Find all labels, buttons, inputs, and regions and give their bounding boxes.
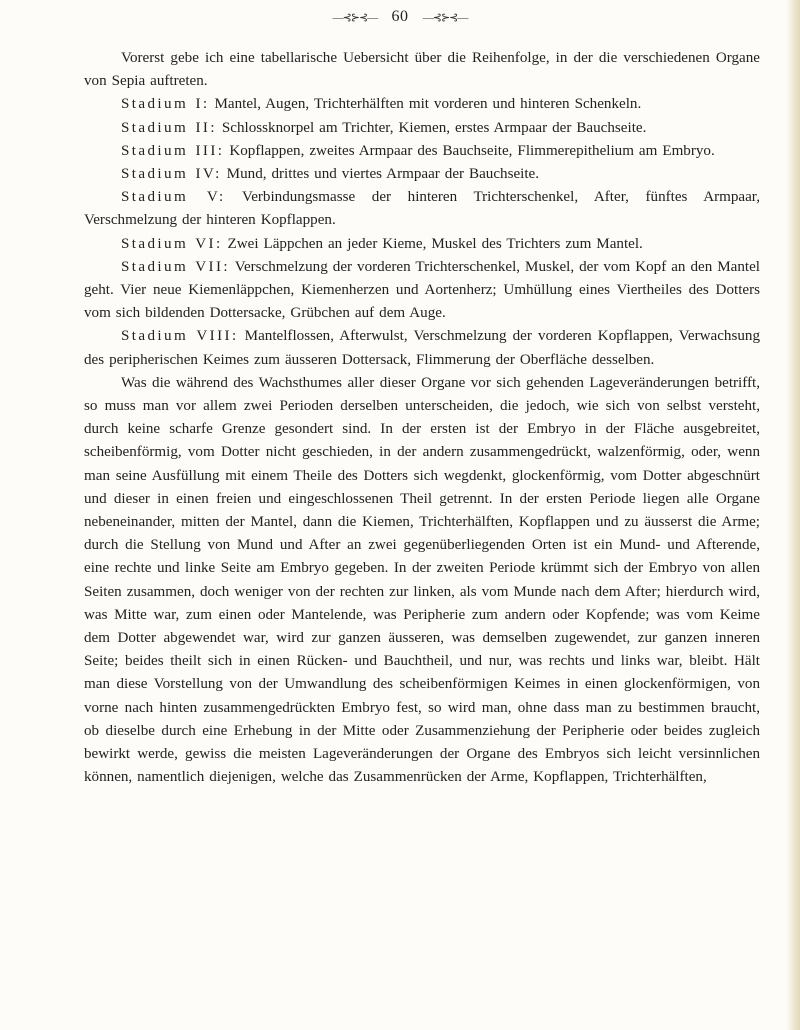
page-header — [0, 8, 800, 26]
paragraph-stadium-8 — [84, 325, 760, 371]
page-number: 60 — [391, 8, 409, 25]
paragraph-text: Was die während des Wachsthumes aller dieser Organe vor sich gehenden Lageveränderungen betrifft, so muss man vor allem zwei Perioden derselben unterscheiden, die jedoch, wie sich von selbst versteht, durch keine scharfe Grenze gesondert sind. In der ersten ist der Embryo in der Fläche ausgebreitet, scheibenförmig, vom Dotter nicht geschieden, in der andern zusammengedrückt, walzenförmig, oder, wenn man seine Ausfüllung mit einem Theile des Dotters sich wegdenkt, glockenförmig, vom Dotter abgeschnürt und dieser in einen freien und eingeschlossenen Theil getrennt. In der ersten Periode liegen alle Organe nebeneinander, mitten der Mantel, dann die Kiemen, Trichterhälften, Kopflappen und zu äusserst die Arme; durch die Stellung von Mund und After an zwei gegenüberliegenden Orten ist ein Mund- und Afterende, eine rechte und linke Seite am Embryo gegeben. In der zweiten Periode krümmt sich der Embryo von allen Seiten zusammen, doch weniger von der rechten zur linken, als vom Munde nach dem After; hierdurch wird, was Mitte war, zum einen oder Mantelende, was Peripherie zum andern oder Kopfende; was vom Keime dem Dotter abgewendet war, wird zur ganzen äusseren, was demselben zugewendet, zur ganzen inneren Seite; beides theilt sich in einen Rücken- und Bauchtheil, und nur, was rechts und links war, bleibt. Hält man diese Vorstellung von der Umwandlung des scheibenförmigen Keimes in einen glockenförmigen, von vorne nach hinten zusammengedrückten Embryo fest, so wird man, ohne dass man zu bestimmen braucht, ob dieselbe durch eine Erhebung in der Mitte oder Zusammenziehung der Peripherie oder beides zugleich bewirkt werde, gewiss die meisten Lageveränderungen der Organe des Embryos sich leicht versinnlichen können, namentlich diejenigen, welche das Zusammenrücken der Arme, Kopflappen, Trichterhälften, — [84, 374, 760, 786]
paragraph-stadium-5 — [84, 186, 760, 232]
paragraph-text: Mantelflossen, Afterwulst, Verschmelzung der vorderen Kopflappen, Verwachsung des peripherischen Keimes zum äusseren Dottersack, Flimmerung der Oberfläche desselben. — [84, 328, 760, 368]
paragraph-text: Verschmelzung der vorderen Trichterschenkel, Muskel, der vom Kopf an den Mantel geht. Vier neue Kiemenläppchen, Kiemenherzen und Aortenherz; Umhüllung eines Viertheiles des Dotters vom sich bildenden Dottersacke, Grübchen auf dem Auge. — [84, 258, 761, 322]
paragraph-stadium-7 — [84, 256, 760, 326]
stadium-label: Stadium VI: — [121, 235, 223, 252]
stadium-label: Stadium V: — [121, 189, 226, 206]
paragraph-text: Zwei Läppchen an jeder Kieme, Muskel des Trichters zum Mantel. — [222, 235, 643, 252]
body-text — [84, 47, 760, 790]
paragraph-text: Schlossknorpel am Trichter, Kiemen, erstes Armpaar der Bauchseite. — [216, 119, 647, 136]
paragraph-text: Mantel, Augen, Trichterhälften mit vorderen und hinteren Schenkeln. — [209, 96, 642, 113]
stadium-label: Stadium VIII: — [121, 328, 239, 345]
paragraph-intro — [84, 47, 760, 93]
stadium-label: Stadium IV: — [121, 166, 222, 183]
paragraph-text: Vorerst gebe ich eine tabellarische Uebersicht über die Reihenfolge, in der die verschiedenen Organe von Sepia auftreten. — [84, 50, 760, 90]
stadium-label: Stadium II: — [121, 119, 217, 136]
paragraph-stadium-6 — [84, 233, 760, 256]
stadium-label: Stadium III: — [121, 142, 225, 159]
page-edge-shadow — [786, 0, 800, 1030]
stadium-label: Stadium VII: — [121, 258, 230, 275]
paragraph-stadium-2 — [84, 117, 760, 140]
stadium-label: Stadium I: — [121, 96, 210, 113]
paragraph-stadium-3 — [84, 140, 760, 163]
paragraph-discussion — [84, 372, 760, 790]
paragraph-text: Kopflappen, zweites Armpaar des Bauchseite, Flimmerepithelium am Embryo. — [224, 142, 715, 159]
paragraph-stadium-4 — [84, 163, 760, 186]
paragraph-stadium-1 — [84, 93, 760, 116]
header-ornament-left: —⊰⊱⊰— — [332, 11, 378, 24]
paragraph-text: Mund, drittes und viertes Armpaar der Bauchseite. — [221, 166, 540, 183]
paragraph-text: Verbindungsmasse der hinteren Trichterschenkel, After, fünftes Armpaar, Verschmelzung der hinteren Kopflappen. — [84, 189, 761, 229]
header-ornament-right: —⊰⊱⊰— — [422, 11, 468, 24]
